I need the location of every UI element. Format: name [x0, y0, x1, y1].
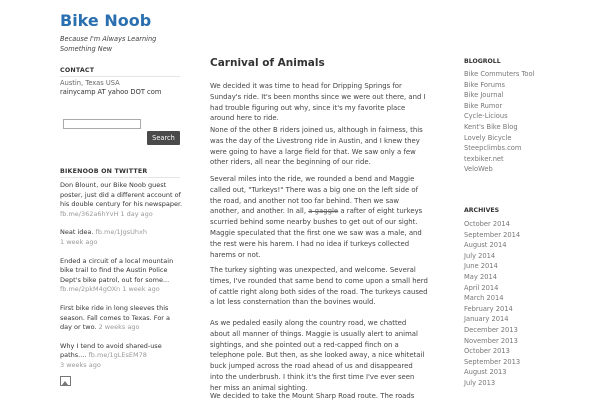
tweet-item [60, 257, 184, 295]
archive-link[interactable]: June 2014 [464, 262, 498, 271]
tweet-text: Don Blount, our Bike Noob guest poster, just did a different account of his double century for his newspaper. [60, 181, 183, 209]
archive-link[interactable]: October 2014 [464, 220, 510, 228]
archives-heading: ARCHIVES [464, 207, 500, 214]
contact-location: Austin, Texas USA [60, 79, 120, 87]
search-button[interactable]: Search [147, 131, 180, 145]
blogroll-link[interactable]: Bike Rumor [464, 101, 503, 110]
site-title[interactable]: Bike Noob [60, 11, 152, 30]
archives-list [464, 219, 520, 389]
tweet-time[interactable]: 3 weeks ago [60, 360, 101, 369]
tweet-time[interactable]: 1 day ago [120, 209, 153, 218]
tweet-link[interactable]: fb.me/362a6hYvH [60, 209, 119, 218]
archive-link[interactable]: December 2013 [464, 325, 518, 334]
archive-link[interactable]: July 2013 [464, 378, 496, 387]
post-text: Several miles into the ride, we rounded a bend and Maggie called out, "Turkeys!" There was a big one on the left side of the road, and another not too far behind. Then we saw another, and another. In all, [210, 175, 419, 216]
post-paragraph: We decided to take the Mount Sharp Road route. The roads [210, 392, 415, 400]
tweet-list [60, 181, 184, 380]
site-tagline: Because I'm Always Learning Something New [60, 35, 157, 53]
post-paragraph: The turkey sighting was unexpected, and welcome. Several times, I've rounded that same bend to come upon a small herd of cattle right along both sides of the road. The turkeys caused a lot less consternation than the bovines would. [210, 266, 428, 307]
archive-link[interactable]: October 2013 [464, 347, 510, 356]
blogroll-heading: BLOGROLL [464, 58, 501, 65]
divider [60, 177, 180, 178]
tweet-time[interactable]: 1 week ago [60, 237, 98, 246]
tweet-text: Ended a circuit of a local mountain bike trail to find the Austin Police Dept's bike patrol, out for some... [60, 256, 174, 284]
contact-info [60, 79, 161, 97]
tweet-link[interactable]: fb.me/2pkM4gOXn [60, 285, 121, 294]
archive-link[interactable]: April 2014 [464, 283, 499, 292]
tweet-item [60, 342, 184, 371]
archive-link[interactable]: September 2014 [464, 230, 521, 239]
post-paragraph: As we pedaled easily along the country road, we chatted about all manner of things. Maggie is usually alert to animal sightings, and she pointed out a red-capped finch on a telephone pole. But then, as she looked away, a nice whitetail buck jumped across the road ahead of us and disappeared into the underbrush. I think it's the first time I've ever seen her miss an animal sighting. [210, 319, 425, 392]
archive-link[interactable]: August 2013 [464, 368, 507, 377]
contact-email: rainycamp AT yahoo DOT com [60, 87, 162, 96]
archive-link[interactable]: July 2014 [464, 251, 496, 260]
archive-link[interactable]: January 2014 [464, 315, 509, 324]
archive-link[interactable]: May 2014 [464, 272, 497, 281]
tweet-text: Neat idea. [60, 228, 94, 237]
search-input[interactable] [63, 119, 141, 129]
post-paragraph: We decided it was time to head for Dripping Springs for Sunday's ride. It's been months since we were out there, and I had trouble figuring out why, since it's my favorite place around here to ride. [210, 82, 426, 123]
blogroll-link[interactable]: Kent's Bike Blog [464, 122, 518, 131]
blogroll-link[interactable]: Cycle-Licious [464, 112, 508, 121]
tweet-item [60, 181, 184, 219]
blogroll-list [464, 69, 534, 175]
image-icon [60, 376, 71, 386]
twitter-heading: BIKENOOB ON TWITTER [60, 168, 148, 175]
post-title[interactable]: Carnival of Animals [210, 57, 325, 69]
tweet-item [60, 228, 184, 247]
archive-link[interactable]: March 2014 [464, 294, 504, 303]
tweet-text: First bike ride in long sleeves this season. Fall comes to Texas. For a day or two. [60, 303, 171, 332]
tweet-link[interactable]: fb.me/1JgsUhxh [95, 228, 147, 237]
archive-link[interactable]: September 2013 [464, 357, 521, 366]
post-paragraph: None of the other B riders joined us, although in fairness, this was the day of the Livestrong ride in Austin, and I knew they were going to have a large field for that. We saw only a few other riders, all near the beginning of our ride. [210, 126, 423, 167]
post-paragraph [210, 174, 428, 260]
blogroll-link[interactable]: Lovely Bicycle [464, 133, 512, 142]
post-strikethrough: a gaggle [308, 207, 339, 216]
archive-link[interactable]: August 2014 [464, 241, 507, 250]
blogroll-link[interactable]: Bike Journal [464, 91, 504, 100]
tweet-time[interactable]: 1 week ago [122, 285, 160, 294]
blogroll-link[interactable]: Steepclimbs.com [464, 144, 522, 153]
blogroll-link[interactable]: texbiker.net [464, 154, 504, 163]
divider [60, 76, 180, 77]
contact-heading: CONTACT [60, 67, 95, 74]
tweet-text: Why I tend to avoid shared-use paths.... [60, 341, 162, 360]
tweet-item [60, 304, 184, 333]
archive-link[interactable]: November 2013 [464, 336, 518, 345]
blogroll-link[interactable]: VeloWeb [464, 165, 493, 174]
tweet-link[interactable]: fb.me/1gLEsEM78 [88, 351, 147, 360]
tweet-time[interactable]: 2 weeks ago [98, 323, 140, 332]
blogroll-link[interactable]: Bike Commuters Tool [464, 70, 535, 78]
post-text: a rafter of eight turkeys scurried behind some nearby bushes to get out of our sight. Maggie speculated that the first one we saw was a male, and the rest were his harem. I had no idea if turkeys collected harems or not. [210, 207, 423, 259]
blogroll-link[interactable]: Bike Forums [464, 80, 506, 89]
archive-link[interactable]: February 2014 [464, 304, 513, 313]
